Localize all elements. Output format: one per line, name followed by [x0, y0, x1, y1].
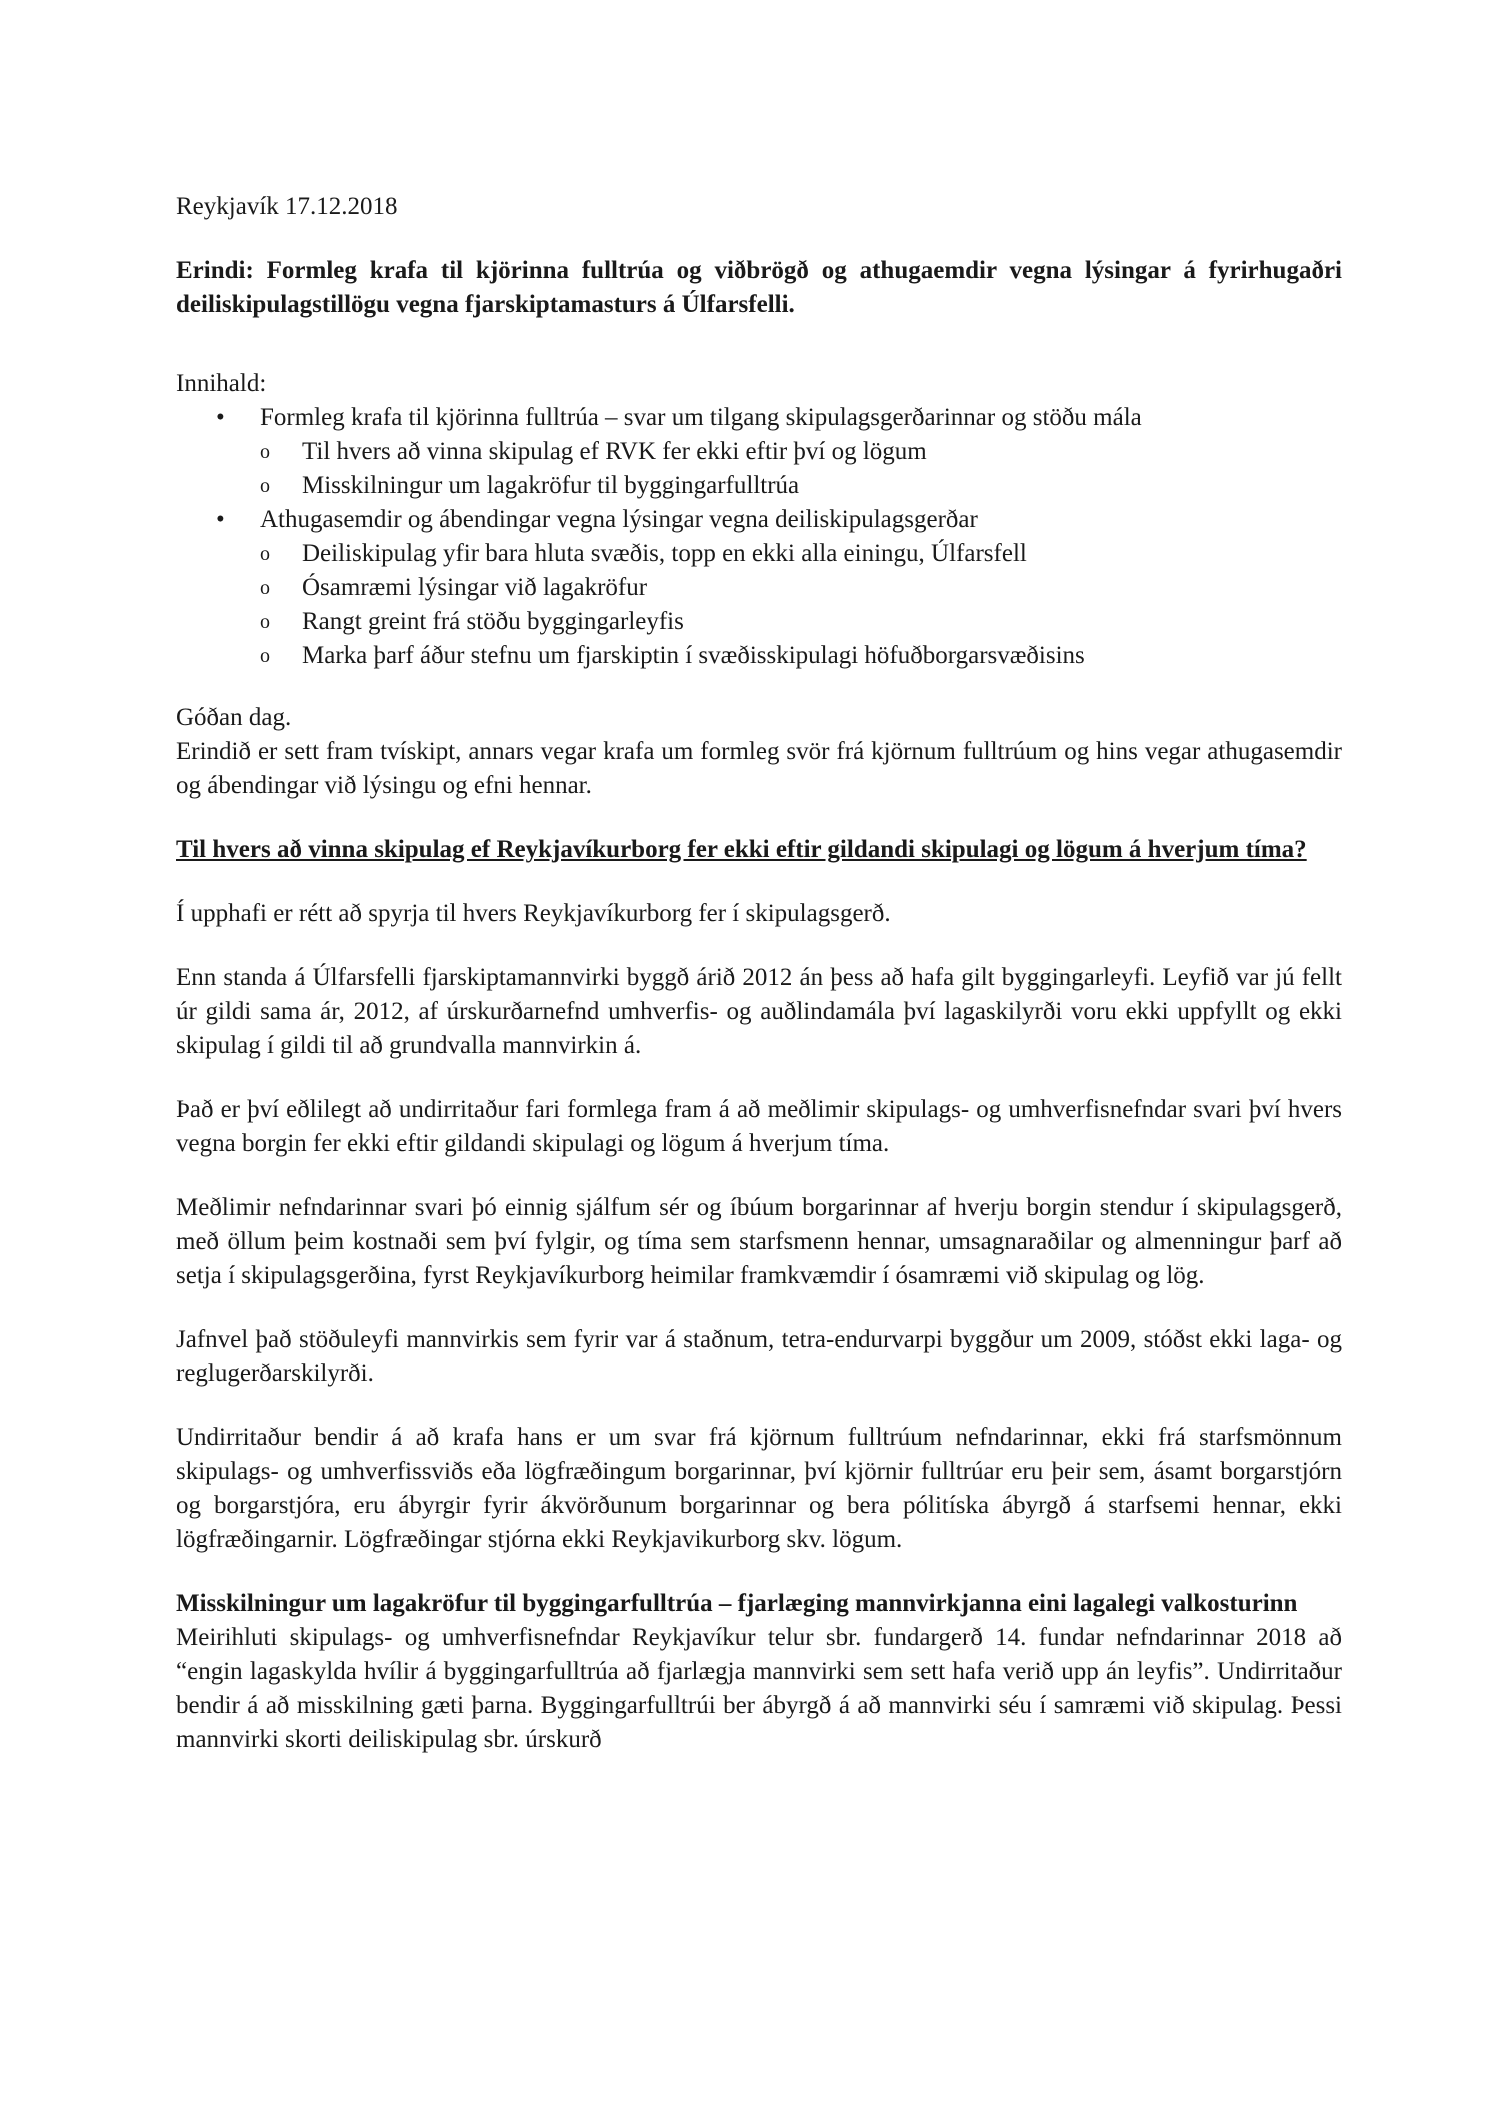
circle-bullet-icon: o [260, 645, 270, 667]
bullet-icon: • [216, 404, 225, 431]
contents-sublist [260, 435, 1342, 503]
contents-item-label: Formleg krafa til kjörinna fulltrúa – svar um tilgang skipulagsgerðarinnar og stöðu mála [260, 404, 1142, 431]
body-paragraph: Í upphafi er rétt að spyrja til hvers Reykjavíkurborg fer í skipulagsgerð. [176, 900, 891, 927]
contents-subitem [260, 605, 1342, 639]
body-paragraph: Meirihluti skipulags- og umhverfisnefndar Reykjavíkur telur sbr. fundargerð 14. fundar nefndarinnar 2018 að “engin lagaskylda hvílir á byggingarfulltrúa að fjarlægja mannvirki sem sett hafa verið upp án leyfis”. Undirritaður bendir á að misskilning gæti þarna. Byggingarfulltrúi ber ábyrgð á að mannvirki séu í samræmi við skipulag. Þessi mannvirki skorti deiliskipulag sbr. úrskurð [176, 1624, 1342, 1753]
circle-bullet-icon: o [260, 577, 270, 599]
greeting: Góðan dag. [176, 704, 292, 731]
contents-list [176, 401, 1342, 673]
contents-subitem-label: Rangt greint frá stöðu byggingarleyfis [302, 608, 684, 635]
body-paragraph: Enn standa á Úlfarsfelli fjarskiptamannvirki byggð árið 2012 án þess að hafa gilt byggingarleyfi. Leyfið var jú fellt úr gildi sama ár, 2012, af úrskurðarnefnd umhverfis- og auðlindamála því lagaskilyrði voru ekki uppfyllt og ekki skipulag í gildi til að grundvalla mannvirkin á. [176, 964, 1342, 1059]
bullet-icon: • [216, 506, 225, 533]
contents-subitem-label: Ósamræmi lýsingar við lagakröfur [302, 574, 648, 601]
date-line: Reykjavík 17.12.2018 [176, 193, 398, 220]
contents-item [176, 401, 1342, 503]
contents-item-label: Athugasemdir og ábendingar vegna lýsingar vegna deiliskipulagsgerðar [260, 506, 978, 533]
contents-subitem-label: Misskilningur um lagakröfur til byggingarfulltrúa [302, 472, 800, 499]
contents-subitem [260, 537, 1342, 571]
body-paragraph: Undirritaður bendir á að krafa hans er um svar frá kjörnum fulltrúum nefndarinnar, ekki frá starfsmönnum skipulags- og umhverfissviðs eða lögfræðingum borgarinnar, því kjörnir fulltrúar eru þeir sem, ásamt borgarstjórn og borgarstjóra, eru ábyrgir fyrir ákvörðunum borgarinnar og bera pólitíska ábyrgð á starfsemi hennar, ekki lögfræðingarnir. Lögfræðingar stjórna ekki Reykjavikurborg skv. lögum. [176, 1424, 1342, 1553]
contents-sublist [260, 537, 1342, 673]
contents-subitem [260, 639, 1342, 673]
body-paragraph: Jafnvel það stöðuleyfi mannvirkis sem fyrir var á staðnum, tetra-endurvarpi byggður um 2009, stóðst ekki laga- og reglugerðarskilyrði. [176, 1326, 1342, 1387]
circle-bullet-icon: o [260, 441, 270, 463]
contents-subitem-label: Deiliskipulag yfir bara hluta svæðis, topp en ekki alla einingu, Úlfarsfell [302, 540, 1027, 567]
letter-body [176, 190, 1342, 1787]
contents-heading: Innihald: [176, 370, 267, 397]
body-paragraph: Það er því eðlilegt að undirritaður fari formlega fram á að meðlimir skipulags- og umhverfisnefndar svari því hvers vegna borgin fer ekki eftir gildandi skipulagi og lögum á hverjum tíma. [176, 1096, 1342, 1157]
subject-line: Erindi: Formleg krafa til kjörinna fulltrúa og viðbrögð og athugaemdir vegna lýsingar á fyrirhugaðri deiliskipulagstillögu vegna fjarskiptamasturs á Úlfarsfelli. [176, 257, 1342, 318]
contents-subitem [260, 571, 1342, 605]
contents-item [176, 503, 1342, 673]
contents-subitem-label: Til hvers að vinna skipulag ef RVK fer ekki eftir því og lögum [302, 438, 927, 465]
body-paragraph: Meðlimir nefndarinnar svari þó einnig sjálfum sér og íbúum borgarinnar af hverju borgin stendur í skipulagsgerð, með öllum þeim kostnaði sem því fylgir, og tíma sem starfsmenn hennar, umsagnaraðilar og almenningur þarf að setja í skipulagsgerðina, fyrst Reykjavíkurborg heimilar framkvæmdir í ósamræmi við skipulag og lög. [176, 1194, 1342, 1289]
contents-subitem [260, 435, 1342, 469]
contents-subitem-label: Marka þarf áður stefnu um fjarskiptin í svæðisskipulagi höfuðborgarsvæðisins [302, 642, 1085, 669]
circle-bullet-icon: o [260, 543, 270, 565]
section-heading: Til hvers að vinna skipulag ef Reykjavíkurborg fer ekki eftir gildandi skipulagi og lögum á hverjum tíma? [176, 836, 1307, 863]
section-heading: Misskilningur um lagakröfur til byggingarfulltrúa – fjarlæging mannvirkjanna eini lagalegi valkosturinn [176, 1590, 1298, 1617]
intro-paragraph: Erindið er sett fram tvískipt, annars vegar krafa um formleg svör frá kjörnum fulltrúum og hins vegar athugasemdir og ábendingar við lýsingu og efni hennar. [176, 738, 1342, 799]
circle-bullet-icon: o [260, 475, 270, 497]
contents-subitem [260, 469, 1342, 503]
circle-bullet-icon: o [260, 611, 270, 633]
